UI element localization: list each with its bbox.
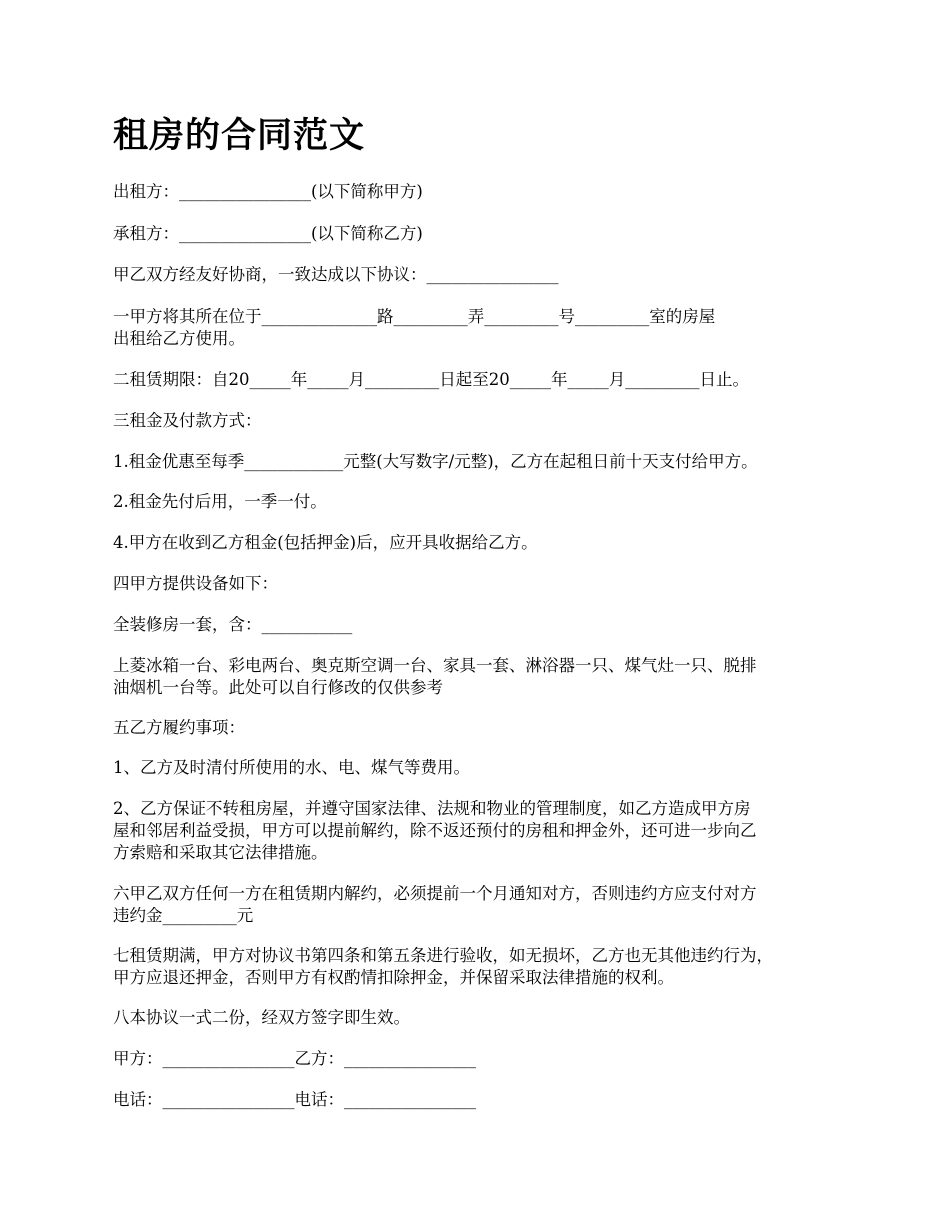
- phone-line: 电话：________________电话：________________: [113, 1090, 476, 1109]
- clause-5-item-2-line-2: 屋和邻居利益受损，甲方可以提前解约，除不返还预付的房租和押金外，还可进一步向乙: [113, 821, 757, 840]
- clause-1-line-2: 出租给乙方使用。: [113, 329, 245, 348]
- clause-6-line-1: 六甲乙双方任何一方在租赁期内解约，必须提前一个月通知对方，否则违约方应支付对方: [113, 884, 757, 903]
- lessee-line: 承租方：________________(以下简称乙方): [113, 224, 423, 243]
- clause-5-item-1: 1、乙方及时清付所使用的水、电、煤气等费用。: [113, 758, 470, 777]
- clause-8: 八本协议一式二份，经双方签字即生效。: [113, 1008, 410, 1027]
- clause-7-line-2: 甲方应退还押金，否则甲方有权酌情扣除押金，并保留采取法律措施的权利。: [113, 968, 674, 987]
- document-title: 租房的合同范文: [113, 115, 366, 156]
- signature-line: 甲方：________________乙方：________________: [113, 1049, 476, 1068]
- clause-7-line-1: 七租赁期满，甲方对协议书第四条和第五条进行验收，如无损坏，乙方也无其他违约行为，: [113, 946, 773, 965]
- clause-2-lease-term: 二租赁期限：自20_____年_____月_________日起至20_____年_____月_________日止。: [113, 370, 749, 389]
- clause-4-equipment-line-1: 上菱冰箱一台、彩电两台、奥克斯空调一台、家具一套、淋浴器一只、煤气灶一只、脱排: [113, 656, 757, 675]
- clause-3-heading: 三租金及付款方式：: [113, 411, 262, 430]
- clause-4-heading: 四甲方提供设备如下：: [113, 574, 278, 593]
- clause-4-equipment-line-2: 油烟机一台等。此处可以自行修改的仅供参考: [113, 678, 443, 697]
- clause-3-item-4: 4.甲方在收到乙方租金(包括押金)后，应开具收据给乙方。: [113, 533, 538, 552]
- clause-5-heading: 五乙方履约事项：: [113, 718, 245, 737]
- lessor-line: 出租方：________________(以下简称甲方): [113, 182, 423, 201]
- clause-1-line-1: 一甲方将其所在位于______________路_________弄_________号_________室的房屋: [113, 307, 716, 326]
- clause-5-item-2-line-3: 方索赔和采取其它法律措施。: [113, 843, 328, 862]
- agreement-intro: 甲乙双方经友好协商，一致达成以下协议：________________: [113, 265, 559, 284]
- clause-4-full-renovation: 全装修房一套，含：___________: [113, 615, 353, 634]
- clause-3-item-1: 1.租金优惠至每季____________元整(大写数字/元整)，乙方在起租日前十天支付给甲方。: [113, 452, 758, 471]
- clause-6-line-2: 违约金_________元: [113, 906, 254, 925]
- clause-5-item-2-line-1: 2、乙方保证不转租房屋，并遵守国家法律、法规和物业的管理制度，如乙方造成甲方房: [113, 799, 751, 818]
- clause-3-item-2: 2.租金先付后用，一季一付。: [113, 492, 327, 511]
